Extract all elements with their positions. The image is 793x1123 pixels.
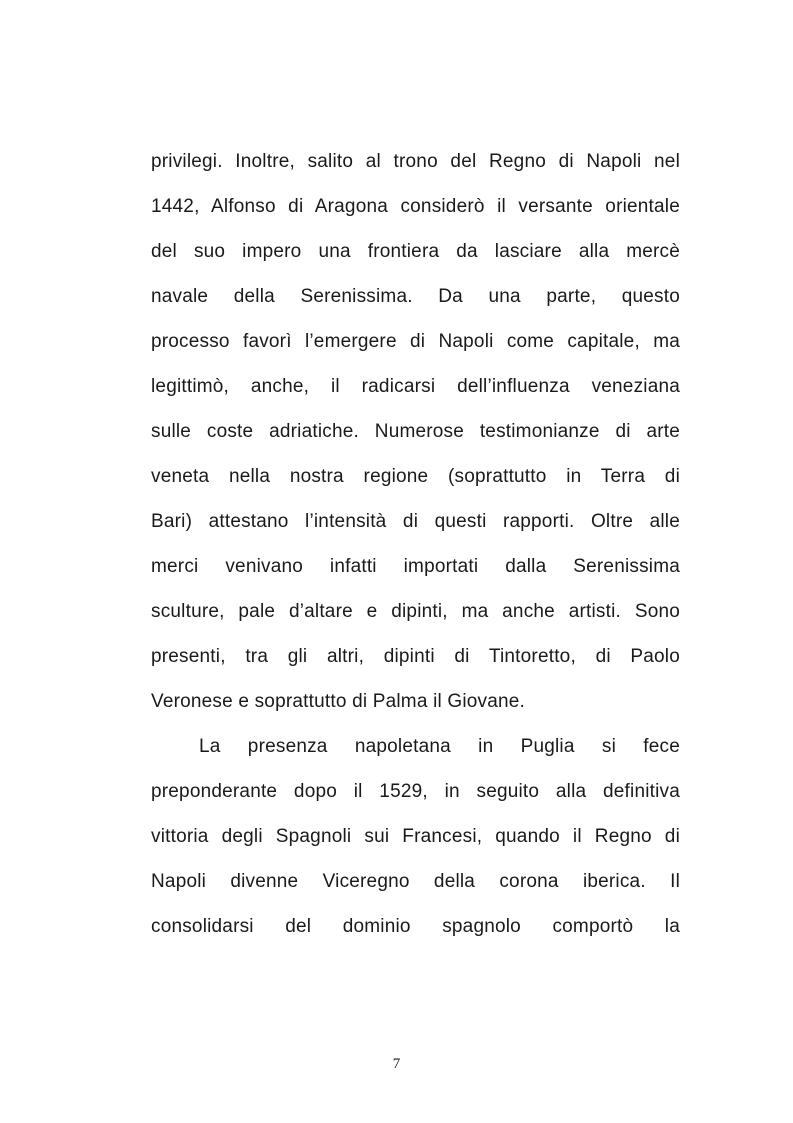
text-line: vittoria degli Spagnoli sui Francesi, quando il Regno di <box>151 826 680 847</box>
text-line: processo favorì l’emergere di Napoli come capitale, ma <box>151 331 680 352</box>
text-line: preponderante dopo il 1529, in seguito alla definitiva <box>151 781 680 802</box>
text-line-paragraph-start: La presenza napoletana in Puglia si fece <box>199 736 680 757</box>
page-number: 7 <box>392 1056 401 1072</box>
text-line: navale della Serenissima. Da una parte, questo <box>151 286 680 307</box>
text-line-paragraph-end: Veronese e soprattutto di Palma il Giovane. <box>151 691 526 712</box>
text-line: del suo impero una frontiera da lasciare alla mercè <box>151 241 680 262</box>
text-line: presenti, tra gli altri, dipinti di Tintoretto, di Paolo <box>151 646 680 667</box>
text-line: privilegi. Inoltre, salito al trono del Regno di Napoli nel <box>151 151 680 172</box>
text-line: Napoli divenne Viceregno della corona iberica. Il <box>151 871 680 892</box>
text-line: Bari) attestano l’intensità di questi rapporti. Oltre alle <box>151 511 680 532</box>
text-line: sculture, pale d’altare e dipinti, ma anche artisti. Sono <box>151 601 680 622</box>
text-line: veneta nella nostra regione (soprattutto in Terra di <box>151 466 680 487</box>
text-line: 1442, Alfonso di Aragona considerò il versante orientale <box>151 196 680 217</box>
text-line: merci venivano infatti importati dalla Serenissima <box>151 556 680 577</box>
text-line: legittimò, anche, il radicarsi dell’influenza veneziana <box>151 376 680 397</box>
text-line: consolidarsi del dominio spagnolo comportò la <box>151 916 680 937</box>
text-line: sulle coste adriatiche. Numerose testimonianze di arte <box>151 421 680 442</box>
